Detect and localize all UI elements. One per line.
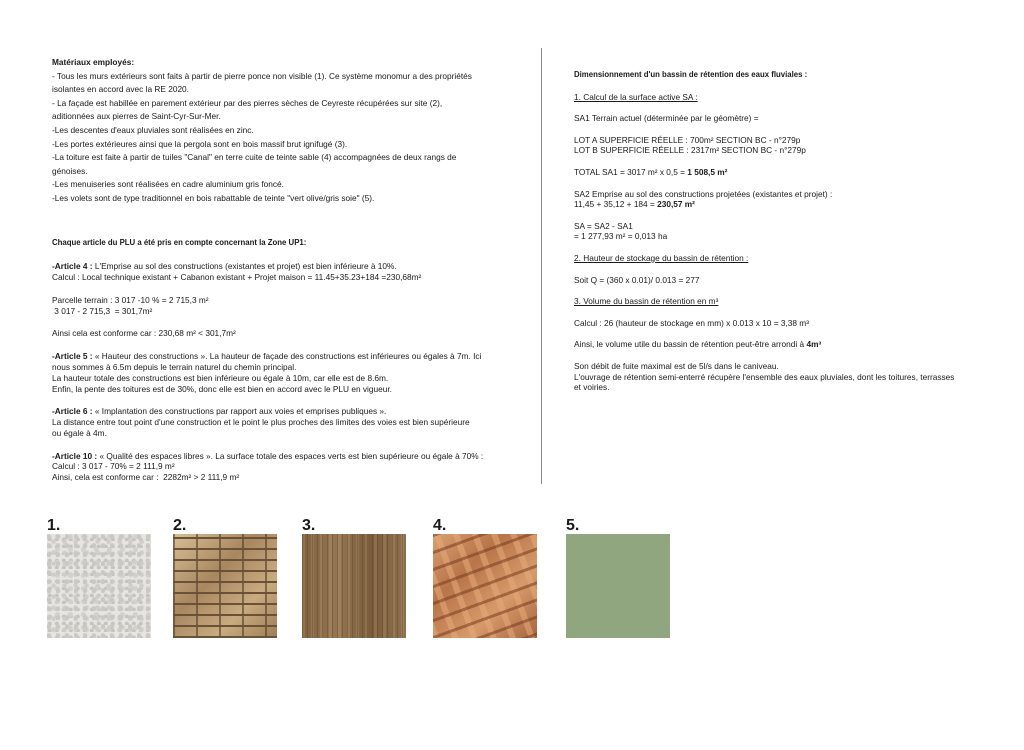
materiaux-line: -Les menuiseries sont réalisées en cadre aluminium gris foncé.	[52, 179, 284, 190]
materiaux-line: aditionnées aux pierres de Saint-Cyr-Sur-Mer.	[52, 111, 221, 122]
olive-green-color-swatch	[566, 534, 670, 638]
roof-tiles-image	[433, 534, 537, 638]
pumice-stone-image	[47, 534, 151, 638]
dry-stone-image	[173, 534, 277, 638]
article-10-label: -Article 10 :	[52, 450, 98, 461]
bassin-sa2: SA2 Emprise au sol des constructions projetées (existantes et projet) :	[574, 188, 833, 199]
materiaux-line: génoises.	[52, 165, 88, 176]
article-4-label: -Article 4 :	[52, 261, 93, 272]
swatch-number: 5.	[566, 517, 580, 534]
article-5-line: nous sommes à 6.5m depuis le terrain naturel du chemin principal.	[52, 361, 297, 372]
article-6-line: ou égale à 4m.	[52, 427, 107, 438]
materiaux-line: - La façade est habillée en parement extérieur par des pierres sèches de Ceyreste récupérées sur site (2),	[52, 97, 443, 108]
bassin-section-2-title: 2. Hauteur de stockage du bassin de rétention :	[574, 252, 749, 263]
bassin-section-3-title: 3. Volume du bassin de rétention en m³	[574, 296, 719, 307]
bassin-sa-result: = 1 277,93 m² = 0,013 ha	[574, 231, 668, 242]
article-4-conforme: Ainsi cela est conforme car : 230,68 m² < 301,7m²	[52, 328, 236, 339]
plu-title: Chaque article du PLU a été pris en compte concernant la Zone UP1:	[52, 237, 307, 247]
bassin-volume-calc: Calcul : 26 (hauteur de stockage en mm) x 0.013 x 10 = 3,38 m³	[574, 317, 809, 328]
article-10-calc: Calcul : 3 017 - 70% = 2 111,9 m²	[52, 461, 175, 472]
bassin-ouvrage: L'ouvrage de rétention semi-enterré récupère l'ensemble des eaux pluviales, dont les toitures, terrasses	[574, 371, 955, 382]
materiaux-line: - Tous les murs extérieurs sont faits à partir de pierre ponce non visible (1). Ce système monomur a des propriétés	[52, 70, 472, 81]
materiaux-line: -Les portes extérieures ainsi que la pergola sont en bois massif brut ignifugé (3).	[52, 138, 348, 149]
swatch-number: 1.	[47, 517, 61, 534]
article-6-text: « Implantation des constructions par rapport aux voies et emprises publiques ».	[92, 406, 387, 417]
right-column	[574, 70, 974, 393]
bassin-lot-b: LOT B SUPERFICIE RÉELLE : 2317m² SECTION BC - n°279p	[574, 145, 806, 156]
materiaux-line: -Les volets sont de type traditionnel en bois rabattable de teinte "vert olive/gris soie" (5).	[52, 192, 375, 203]
material-swatch-4	[433, 517, 446, 535]
article-5-label: -Article 5 :	[52, 351, 93, 362]
materiaux-line: isolantes en accord avec la RE 2020.	[52, 84, 189, 95]
article-4	[52, 261, 522, 483]
article-5-line: La hauteur totale des constructions est bien inférieure ou égale à 10m, car elle est de 8.6m.	[52, 372, 389, 383]
bassin-lot-a: LOT A SUPERFICIE RÉELLE : 700m² SECTION BC - n°279p	[574, 134, 801, 145]
article-4-calc: Calcul : Local technique existant + Cabanon existant + Projet maison = 11.45+35.23+184 =230,68m²	[52, 271, 422, 282]
swatch-number: 4.	[433, 517, 447, 534]
materiaux-title: Matériaux employés:	[52, 57, 135, 67]
material-swatch-5	[566, 517, 579, 535]
materiaux-line: -La toiture est faite à partir de tuiles "Canal" en terre cuite de teinte sable (4) accompagnées de deux rangs de	[52, 152, 457, 163]
article-5-line: Enfin, la pente des toitures est de 30%, donc elle est bien en accord avec le PLU en vigueur.	[52, 383, 392, 394]
bassin-volume-value: 4m³	[806, 339, 822, 350]
column-divider	[541, 48, 542, 484]
swatch-number: 2.	[173, 517, 187, 534]
left-column	[52, 56, 522, 483]
article-4-parcelle-2: 3 017 - 2 715,3 = 301,7m²	[52, 305, 153, 316]
bassin-sa2-calc: 11,45 + 35,12 + 184 =	[574, 199, 658, 210]
bassin-debit: Son débit de fuite maximal est de 5l/s dans le caniveau.	[574, 360, 779, 371]
bassin-q: Soit Q = (360 x 0.01)/ 0.013 = 277	[574, 274, 700, 285]
article-5-text: « Hauteur des constructions ». La hauteur de façade des constructions est inférieures ou égales à 7m. Ici	[92, 351, 482, 362]
article-10-text: « Qualité des espaces libres ». La surface totale des espaces verts est bien supérieure ou égale à 70% :	[97, 450, 484, 461]
article-4-text: L'Emprise au sol des constructions (existantes et projet) est bien inférieure à 10%.	[92, 261, 397, 272]
bassin-title: Dimensionnement d'un bassin de rétention des eaux fluviales :	[574, 70, 808, 79]
materiaux-line: -Les descentes d'eaux pluviales sont réalisées en zinc.	[52, 124, 254, 135]
swatch-number: 3.	[302, 517, 316, 534]
article-6-label: -Article 6 :	[52, 406, 93, 417]
article-4-parcelle: Parcelle terrain : 3 017 -10 % = 2 715,3 m²	[52, 294, 209, 305]
bassin-sa1: SA1 Terrain actuel (déterminée par le géomètre) =	[574, 113, 759, 124]
bassin-section-1-title: 1. Calcul de la surface active SA :	[574, 91, 698, 102]
bassin-volume-label: Ainsi, le volume utile du bassin de rétention peut-être arrondi à	[574, 339, 807, 350]
bassin-total-label: TOTAL SA1 = 3017 m² x 0,5 =	[574, 166, 688, 177]
bassin-sa: SA = SA2 - SA1	[574, 220, 633, 231]
article-6-line: La distance entre tout point d'une construction et le point le plus proches des limites des voies est bien supérieure	[52, 417, 470, 428]
wood-image	[302, 534, 406, 638]
material-swatch-2	[173, 517, 186, 535]
article-10-conforme: Ainsi, cela est conforme car : 2282m² > 2 111,9 m²	[52, 472, 240, 483]
material-swatch-1	[47, 517, 60, 535]
material-swatch-3	[302, 517, 315, 535]
bassin-sa2-value: 230,57 m²	[657, 199, 695, 210]
bassin-ouvrage-2: et voiries.	[574, 382, 610, 393]
bassin-total-value: 1 508,5 m²	[687, 166, 728, 177]
